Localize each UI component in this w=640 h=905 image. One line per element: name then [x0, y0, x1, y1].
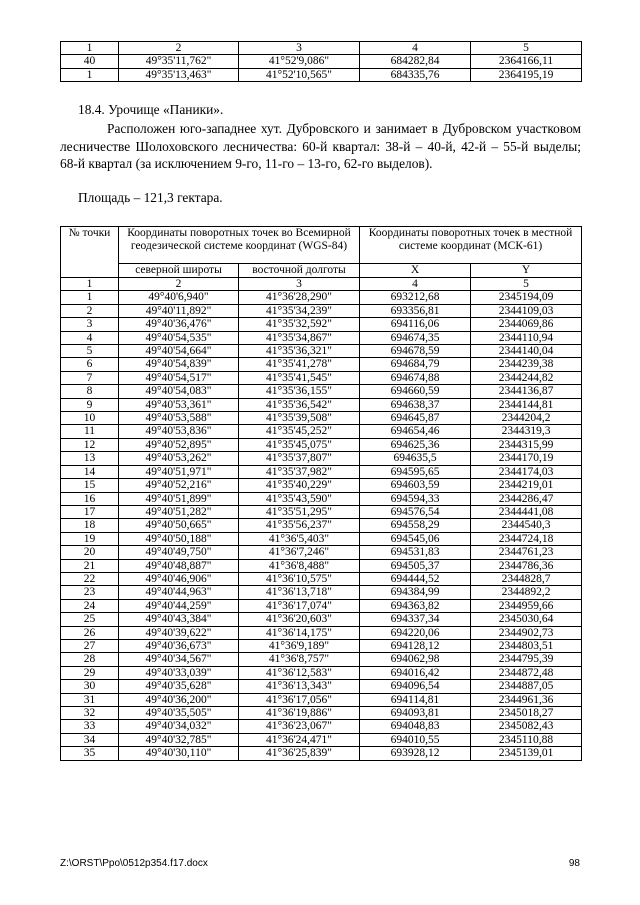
cell-latitude: 49°40'39,622": [119, 626, 239, 639]
cell-x: 694660,59: [360, 385, 471, 398]
table-row: [61, 412, 582, 425]
cell-y: 2344110,94: [471, 331, 582, 344]
cell-latitude: 49°40'50,665": [119, 519, 239, 532]
table-row: [61, 479, 582, 492]
cell-x: 684282,84: [360, 55, 471, 68]
section-description: Расположен юго-западнее хут. Дубровского и занимает в Дубровском участковом лесничестве Шолоховского лесничества: 60-й квартал: 38-й – 40-й, 42-й – 55-й выделы; 68-й квартал (за исключением 9-го, 11-го – 13-го, 62-го выделов).: [60, 121, 581, 171]
cell-latitude: 49°40'51,899": [119, 492, 239, 505]
cell-point-number: 1: [61, 278, 119, 291]
cell-longitude: 41°52'9,086": [239, 55, 360, 68]
cell-latitude: 49°40'54,664": [119, 345, 239, 358]
cell-latitude: 2: [119, 278, 239, 291]
cell-x: 694016,42: [360, 666, 471, 679]
cell-x: 693356,81: [360, 304, 471, 317]
table-row: [61, 345, 582, 358]
cell-longitude: 41°35'45,252": [239, 425, 360, 438]
table-row: [61, 68, 582, 81]
cell-longitude: 41°35'39,508": [239, 412, 360, 425]
subcol-y: Y: [471, 264, 582, 278]
cell-y: 2344286,47: [471, 492, 582, 505]
cell-latitude: 49°40'53,836": [119, 425, 239, 438]
cell-y: 2344959,66: [471, 599, 582, 612]
cell-latitude: 49°40'33,039": [119, 666, 239, 679]
table-row: [61, 318, 582, 331]
cell-point-number: 4: [61, 331, 119, 344]
cell-x: 694220,06: [360, 626, 471, 639]
cell-latitude: 49°40'43,384": [119, 613, 239, 626]
cell-latitude: 49°40'6,940": [119, 291, 239, 304]
main-table-body: [61, 278, 582, 761]
cell-point-number: 22: [61, 572, 119, 585]
cell-point-number: 1: [61, 291, 119, 304]
table-row: [61, 505, 582, 518]
cell-point-number: 31: [61, 693, 119, 706]
cell-y: 2344144,81: [471, 398, 582, 411]
cell-y: 2344174,03: [471, 465, 582, 478]
cell-y: 2344441,08: [471, 505, 582, 518]
cell-longitude: 41°36'20,603": [239, 613, 360, 626]
cell-point-number: 6: [61, 358, 119, 371]
cell-x: 694603,59: [360, 479, 471, 492]
cell-latitude: 49°40'34,032": [119, 720, 239, 733]
table-row: [61, 465, 582, 478]
cell-longitude: 41°35'36,321": [239, 345, 360, 358]
cell-longitude: 41°36'9,189": [239, 639, 360, 652]
cell-y: 2344244,82: [471, 371, 582, 384]
cell-y: 2344803,51: [471, 639, 582, 652]
cell-longitude: 41°35'41,278": [239, 358, 360, 371]
cell-point-number: 15: [61, 479, 119, 492]
cell-latitude: 49°40'52,216": [119, 479, 239, 492]
col-msk61: Координаты поворотных точек в местной системе координат (МСК-61): [360, 227, 582, 264]
cell-longitude: 41°35'43,590": [239, 492, 360, 505]
cell-latitude: 2: [119, 42, 239, 55]
cell-x: 684335,76: [360, 68, 471, 81]
cell-x: 694114,81: [360, 693, 471, 706]
cell-y: 2344540,3: [471, 519, 582, 532]
cell-point-number: 18: [61, 519, 119, 532]
cell-y: 2344761,23: [471, 546, 582, 559]
cell-longitude: 41°36'8,757": [239, 653, 360, 666]
cell-x: 694674,35: [360, 331, 471, 344]
footer-page-number: 98: [568, 858, 580, 869]
cell-latitude: 49°40'36,673": [119, 639, 239, 652]
cell-point-number: 5: [61, 345, 119, 358]
table-row: [61, 572, 582, 585]
cell-x: 694654,46: [360, 425, 471, 438]
cell-y: 2344170,19: [471, 452, 582, 465]
cell-latitude: 49°40'32,785": [119, 733, 239, 746]
cell-x: 4: [360, 278, 471, 291]
table-row: [61, 519, 582, 532]
cell-latitude: 49°40'44,963": [119, 586, 239, 599]
table-row: [61, 291, 582, 304]
table-index-row: [61, 278, 582, 291]
cell-point-number: 30: [61, 680, 119, 693]
cell-x: 693928,12: [360, 747, 471, 760]
cell-point-number: 33: [61, 720, 119, 733]
cell-longitude: 41°35'37,982": [239, 465, 360, 478]
cell-x: 694545,06: [360, 532, 471, 545]
cell-latitude: 49°40'35,505": [119, 707, 239, 720]
cell-longitude: 41°35'34,239": [239, 304, 360, 317]
table-row: [61, 452, 582, 465]
cell-longitude: 41°35'45,075": [239, 438, 360, 451]
table-row: [61, 707, 582, 720]
cell-x: 694638,37: [360, 398, 471, 411]
cell-y: 2344315,99: [471, 438, 582, 451]
cell-x: 694128,12: [360, 639, 471, 652]
cell-longitude: 41°36'8,488": [239, 559, 360, 572]
footer-file-path: Z:\ORST\Ppo\0512p354.f17.docx: [60, 858, 208, 869]
cell-x: 694595,65: [360, 465, 471, 478]
cell-y: 2345030,64: [471, 613, 582, 626]
cell-point-number: 20: [61, 546, 119, 559]
cell-x: 694678,59: [360, 345, 471, 358]
cell-latitude: 49°40'36,476": [119, 318, 239, 331]
table-row: [61, 331, 582, 344]
cell-y: 2344887,05: [471, 680, 582, 693]
cell-y: 5: [471, 278, 582, 291]
cell-x: 694684,79: [360, 358, 471, 371]
cell-x: 694558,29: [360, 519, 471, 532]
main-coordinates-table: [60, 226, 582, 761]
cell-y: 2344872,48: [471, 666, 582, 679]
cell-longitude: 41°36'14,175": [239, 626, 360, 639]
cell-y: 2344319,3: [471, 425, 582, 438]
cell-point-number: 24: [61, 599, 119, 612]
cell-y: 2344239,38: [471, 358, 582, 371]
table-row: [61, 599, 582, 612]
cell-latitude: 49°40'54,083": [119, 385, 239, 398]
table-row: [61, 747, 582, 760]
table-row: [61, 693, 582, 706]
cell-point-number: 16: [61, 492, 119, 505]
cell-latitude: 49°40'11,892": [119, 304, 239, 317]
cell-longitude: 41°35'34,867": [239, 331, 360, 344]
table-row: [61, 532, 582, 545]
cell-y: 2364195,19: [471, 68, 582, 81]
cell-longitude: 41°35'37,807": [239, 452, 360, 465]
cell-point-number: 11: [61, 425, 119, 438]
cell-longitude: 41°36'5,403": [239, 532, 360, 545]
cell-y: 2364166,11: [471, 55, 582, 68]
cell-x: 694594,33: [360, 492, 471, 505]
cell-longitude: 41°36'17,074": [239, 599, 360, 612]
cell-y: 2344140,04: [471, 345, 582, 358]
cell-x: 694576,54: [360, 505, 471, 518]
cell-latitude: 49°40'49,750": [119, 546, 239, 559]
cell-latitude: 49°40'53,361": [119, 398, 239, 411]
cell-longitude: 41°35'32,592": [239, 318, 360, 331]
cell-latitude: 49°40'35,628": [119, 680, 239, 693]
subcol-longitude: восточной долготы: [239, 264, 360, 278]
subcol-x: X: [360, 264, 471, 278]
cell-latitude: 49°40'51,971": [119, 465, 239, 478]
cell-longitude: 41°35'41,545": [239, 371, 360, 384]
cell-longitude: 41°36'12,583": [239, 666, 360, 679]
cell-point-number: 26: [61, 626, 119, 639]
cell-longitude: 41°35'36,542": [239, 398, 360, 411]
cell-y: 2344961,36: [471, 693, 582, 706]
cell-y: 2344204,2: [471, 412, 582, 425]
cell-latitude: 49°40'36,200": [119, 693, 239, 706]
table-row: [61, 720, 582, 733]
cell-longitude: 41°36'13,343": [239, 680, 360, 693]
table-row: [61, 653, 582, 666]
cell-y: 2344902,73: [471, 626, 582, 639]
table-row: [61, 438, 582, 451]
subcol-latitude: северной широты: [119, 264, 239, 278]
cell-point-number: 9: [61, 398, 119, 411]
cell-longitude: 41°35'56,237": [239, 519, 360, 532]
cell-y: 2344069,86: [471, 318, 582, 331]
cell-point-number: 17: [61, 505, 119, 518]
main-table-header: [61, 227, 582, 278]
cell-longitude: 3: [239, 42, 360, 55]
cell-x: 694096,54: [360, 680, 471, 693]
cell-point-number: 13: [61, 452, 119, 465]
cell-point-number: 7: [61, 371, 119, 384]
table-row: [61, 626, 582, 639]
cell-point-number: 2: [61, 304, 119, 317]
table-row: [61, 559, 582, 572]
cell-latitude: 49°40'54,535": [119, 331, 239, 344]
cell-x: 694625,36: [360, 438, 471, 451]
cell-latitude: 49°40'53,588": [119, 412, 239, 425]
table-row: [61, 613, 582, 626]
cell-x: 694645,87: [360, 412, 471, 425]
cell-point-number: 23: [61, 586, 119, 599]
cell-point-number: 27: [61, 639, 119, 652]
cell-y: 2344795,39: [471, 653, 582, 666]
cell-y: 2344786,36: [471, 559, 582, 572]
cell-longitude: 41°36'17,056": [239, 693, 360, 706]
cell-point-number: 14: [61, 465, 119, 478]
table-row: [61, 425, 582, 438]
cell-latitude: 49°40'30,110": [119, 747, 239, 760]
cell-point-number: 1: [61, 42, 119, 55]
cell-latitude: 49°40'48,887": [119, 559, 239, 572]
cell-latitude: 49°40'46,906": [119, 572, 239, 585]
cell-point-number: 28: [61, 653, 119, 666]
cell-point-number: 12: [61, 438, 119, 451]
cell-latitude: 49°35'13,463": [119, 68, 239, 81]
top-coordinates-table: [60, 41, 582, 82]
cell-x: 694062,98: [360, 653, 471, 666]
cell-longitude: 41°36'19,886": [239, 707, 360, 720]
section-area: Площадь – 121,3 гектара.: [78, 190, 223, 205]
cell-x: 694635,5: [360, 452, 471, 465]
cell-y: 2344724,18: [471, 532, 582, 545]
cell-x: 694384,99: [360, 586, 471, 599]
table-row: [61, 492, 582, 505]
top-table-body: [61, 42, 582, 82]
cell-x: 4: [360, 42, 471, 55]
cell-latitude: 49°40'52,895": [119, 438, 239, 451]
cell-point-number: 21: [61, 559, 119, 572]
cell-y: 2344828,7: [471, 572, 582, 585]
cell-point-number: 10: [61, 412, 119, 425]
table-row: [61, 546, 582, 559]
cell-x: 694505,37: [360, 559, 471, 572]
table-row: [61, 586, 582, 599]
table-row: [61, 358, 582, 371]
cell-latitude: 49°40'34,567": [119, 653, 239, 666]
table-row: [61, 680, 582, 693]
cell-longitude: 41°36'13,718": [239, 586, 360, 599]
section-heading: 18.4. Урочище «Паники».: [78, 102, 224, 117]
cell-x: 693212,68: [360, 291, 471, 304]
cell-x: 694337,34: [360, 613, 471, 626]
cell-y: 2344219,01: [471, 479, 582, 492]
cell-longitude: 41°35'51,295": [239, 505, 360, 518]
cell-longitude: 41°36'28,290": [239, 291, 360, 304]
cell-latitude: 49°40'44,259": [119, 599, 239, 612]
cell-x: 694531,83: [360, 546, 471, 559]
cell-longitude: 41°35'36,155": [239, 385, 360, 398]
cell-point-number: 32: [61, 707, 119, 720]
cell-longitude: 41°36'23,067": [239, 720, 360, 733]
cell-longitude: 41°36'7,246": [239, 546, 360, 559]
table-row: [61, 55, 582, 68]
cell-point-number: 29: [61, 666, 119, 679]
table-row: [61, 371, 582, 384]
cell-latitude: 49°40'54,839": [119, 358, 239, 371]
cell-latitude: 49°40'53,262": [119, 452, 239, 465]
cell-point-number: 19: [61, 532, 119, 545]
cell-x: 694010,55: [360, 733, 471, 746]
col-wgs84: Координаты поворотных точек во Всемирной геодезической системе координат (WGS-84): [119, 227, 360, 264]
cell-point-number: 1: [61, 68, 119, 81]
cell-y: 2345018,27: [471, 707, 582, 720]
cell-x: 694116,06: [360, 318, 471, 331]
cell-point-number: 35: [61, 747, 119, 760]
cell-y: 2344892,2: [471, 586, 582, 599]
cell-point-number: 3: [61, 318, 119, 331]
cell-x: 694093,81: [360, 707, 471, 720]
cell-longitude: 3: [239, 278, 360, 291]
cell-y: 2344136,87: [471, 385, 582, 398]
cell-point-number: 34: [61, 733, 119, 746]
cell-point-number: 40: [61, 55, 119, 68]
cell-y: 2345194,09: [471, 291, 582, 304]
col-point-number: № точки: [61, 227, 119, 278]
cell-x: 694048,83: [360, 720, 471, 733]
cell-y: 2345139,01: [471, 747, 582, 760]
cell-y: 2345110,88: [471, 733, 582, 746]
table-row: [61, 639, 582, 652]
cell-y: 2345082,43: [471, 720, 582, 733]
cell-longitude: 41°35'40,229": [239, 479, 360, 492]
table-index-row: [61, 42, 582, 55]
table-row: [61, 304, 582, 317]
cell-x: 694444,52: [360, 572, 471, 585]
cell-y: 5: [471, 42, 582, 55]
cell-latitude: 49°40'54,517": [119, 371, 239, 384]
cell-y: 2344109,03: [471, 304, 582, 317]
cell-longitude: 41°36'24,471": [239, 733, 360, 746]
cell-longitude: 41°36'25,839": [239, 747, 360, 760]
cell-longitude: 41°36'10,575": [239, 572, 360, 585]
cell-x: 694674,88: [360, 371, 471, 384]
table-row: [61, 385, 582, 398]
cell-point-number: 25: [61, 613, 119, 626]
table-row: [61, 398, 582, 411]
cell-point-number: 8: [61, 385, 119, 398]
cell-latitude: 49°40'51,282": [119, 505, 239, 518]
table-row: [61, 733, 582, 746]
cell-latitude: 49°40'50,188": [119, 532, 239, 545]
cell-latitude: 49°35'11,762": [119, 55, 239, 68]
table-row: [61, 666, 582, 679]
cell-longitude: 41°52'10,565": [239, 68, 360, 81]
cell-x: 694363,82: [360, 599, 471, 612]
